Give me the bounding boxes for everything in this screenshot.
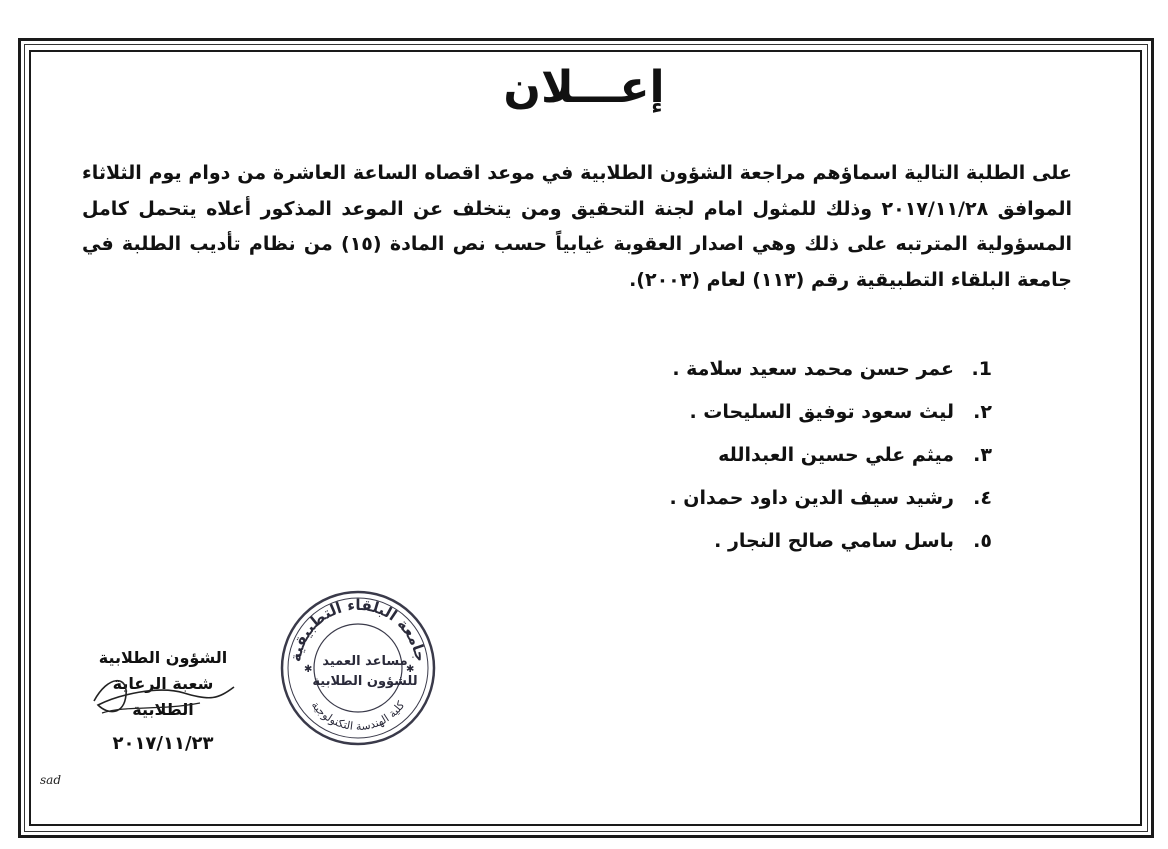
student-name: عمر حسن محمد سعيد سلامة . — [672, 358, 954, 380]
announcement-title: إعـــلان — [503, 62, 665, 113]
list-item — [472, 477, 992, 520]
stamp-star-icon: ✱ — [406, 664, 415, 675]
student-name: ليث سعود توفيق السليحات . — [689, 401, 954, 423]
list-number: ٣. — [973, 444, 992, 466]
student-list — [472, 348, 992, 563]
student-name: باسل سامي صالح النجار . — [714, 530, 954, 552]
list-number: 1. — [971, 358, 992, 380]
stamp-star-icon: ✱ — [304, 664, 313, 675]
stamp-ring-bottom-text: كلية الهندسة التكنولوجية — [308, 698, 408, 734]
footer-initials: sad — [40, 773, 61, 787]
list-number: ٥. — [973, 530, 992, 552]
list-number: ٤. — [973, 487, 992, 509]
stamp-center-subtitle: للشؤون الطلابية — [312, 674, 418, 689]
announcement-paragraph: على الطلبة التالية اسماؤهم مراجعة الشؤون الطلابية في موعد اقصاه الساعة العاشرة من دوام يوم الثلاثاء الموافق ٢٠١٧/١١/٢٨ وذلك للمثول امام لجنة التحقيق ومن يتخلف عن الموعد المذكور أعلاه يتحمل كامل المسؤولية المترتبه على ذلك وهي اصدار العقوبة غيابياً حسب نص المادة (١٥) من نظام تأديب الطلبة في جامعة البلقاء التطبيقية رقم (١١٣) لعام (٢٠٠٣). — [82, 162, 1072, 291]
list-item — [472, 434, 992, 477]
list-number: ٢. — [973, 401, 992, 423]
stamp-ring-top-text: جامعة البلقاء التطبيقية — [286, 595, 430, 664]
student-name: رشيد سيف الدين داود حمدان . — [669, 487, 954, 509]
list-item — [472, 391, 992, 434]
list-item — [472, 348, 992, 391]
stamp-center-title: مساعد العميد — [322, 654, 408, 669]
handwritten-signature — [88, 665, 238, 725]
signature-section: شعبة الرعاية الطلابية — [112, 674, 214, 719]
list-item — [472, 520, 992, 563]
signature-date: ٢٠١٧/١١/٢٣ — [112, 733, 214, 754]
student-name: ميثم علي حسين العبدالله — [718, 444, 954, 466]
signature-department: الشؤون الطلابية — [98, 648, 228, 667]
